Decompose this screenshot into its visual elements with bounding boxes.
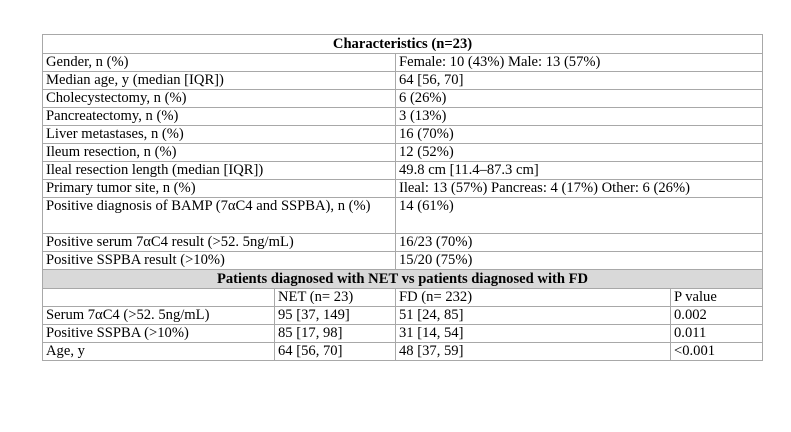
section2-header-row: [43, 270, 763, 289]
column-header-fd: FD (n= 232): [396, 289, 671, 307]
fd-value: 51 [24, 85]: [396, 307, 671, 325]
fd-value: 31 [14, 54]: [396, 325, 671, 343]
net-value: 95 [37, 149]: [275, 307, 396, 325]
p-value: 0.011: [671, 325, 763, 343]
table-row: [43, 198, 763, 234]
row-label: Ileal resection length (median [IQR]): [43, 162, 396, 180]
column-header-row: [43, 289, 763, 307]
fd-value: 48 [37, 59]: [396, 343, 671, 361]
row-value: 6 (26%): [396, 90, 763, 108]
table-row: [43, 325, 763, 343]
row-label: Serum 7αC4 (>52. 5ng/mL): [43, 307, 275, 325]
row-value: 3 (13%): [396, 108, 763, 126]
row-label: Ileum resection, n (%): [43, 144, 396, 162]
column-header-blank: [43, 289, 275, 307]
row-value: 16 (70%): [396, 126, 763, 144]
row-value: 12 (52%): [396, 144, 763, 162]
table-row: [43, 126, 763, 144]
row-value: 64 [56, 70]: [396, 72, 763, 90]
section2-title: Patients diagnosed with NET vs patients diagnosed with FD: [43, 270, 763, 289]
row-value: 15/20 (75%): [396, 252, 763, 270]
table-row: [43, 234, 763, 252]
table-row: [43, 252, 763, 270]
p-value: <0.001: [671, 343, 763, 361]
row-value: Female: 10 (43%) Male: 13 (57%): [396, 54, 763, 72]
section1-header-row: [43, 35, 763, 54]
row-label: Age, y: [43, 343, 275, 361]
table-row: [43, 54, 763, 72]
table-row: [43, 108, 763, 126]
p-value: 0.002: [671, 307, 763, 325]
row-value: 49.8 cm [11.4–87.3 cm]: [396, 162, 763, 180]
row-label: Cholecystectomy, n (%): [43, 90, 396, 108]
row-label: Positive diagnosis of BAMP (7αC4 and SSPBA), n (%): [43, 198, 396, 234]
row-label: Primary tumor site, n (%): [43, 180, 396, 198]
table-row: [43, 180, 763, 198]
characteristics-table: [42, 34, 763, 361]
row-value: 14 (61%): [396, 198, 763, 234]
table-row: [43, 307, 763, 325]
row-label: Median age, y (median [IQR]): [43, 72, 396, 90]
row-label: Positive SSPBA result (>10%): [43, 252, 396, 270]
table-row: [43, 343, 763, 361]
row-value: 16/23 (70%): [396, 234, 763, 252]
table-row: [43, 162, 763, 180]
column-header-net: NET (n= 23): [275, 289, 396, 307]
row-label: Pancreatectomy, n (%): [43, 108, 396, 126]
row-value: Ileal: 13 (57%) Pancreas: 4 (17%) Other: 6 (26%): [396, 180, 763, 198]
row-label: Positive serum 7αC4 result (>52. 5ng/mL): [43, 234, 396, 252]
section1-title: Characteristics (n=23): [43, 35, 763, 54]
row-label: Gender, n (%): [43, 54, 396, 72]
table-row: [43, 72, 763, 90]
row-label: Positive SSPBA (>10%): [43, 325, 275, 343]
net-value: 85 [17, 98]: [275, 325, 396, 343]
table-row: [43, 144, 763, 162]
net-value: 64 [56, 70]: [275, 343, 396, 361]
row-label: Liver metastases, n (%): [43, 126, 396, 144]
table-row: [43, 90, 763, 108]
column-header-p-value: P value: [671, 289, 763, 307]
